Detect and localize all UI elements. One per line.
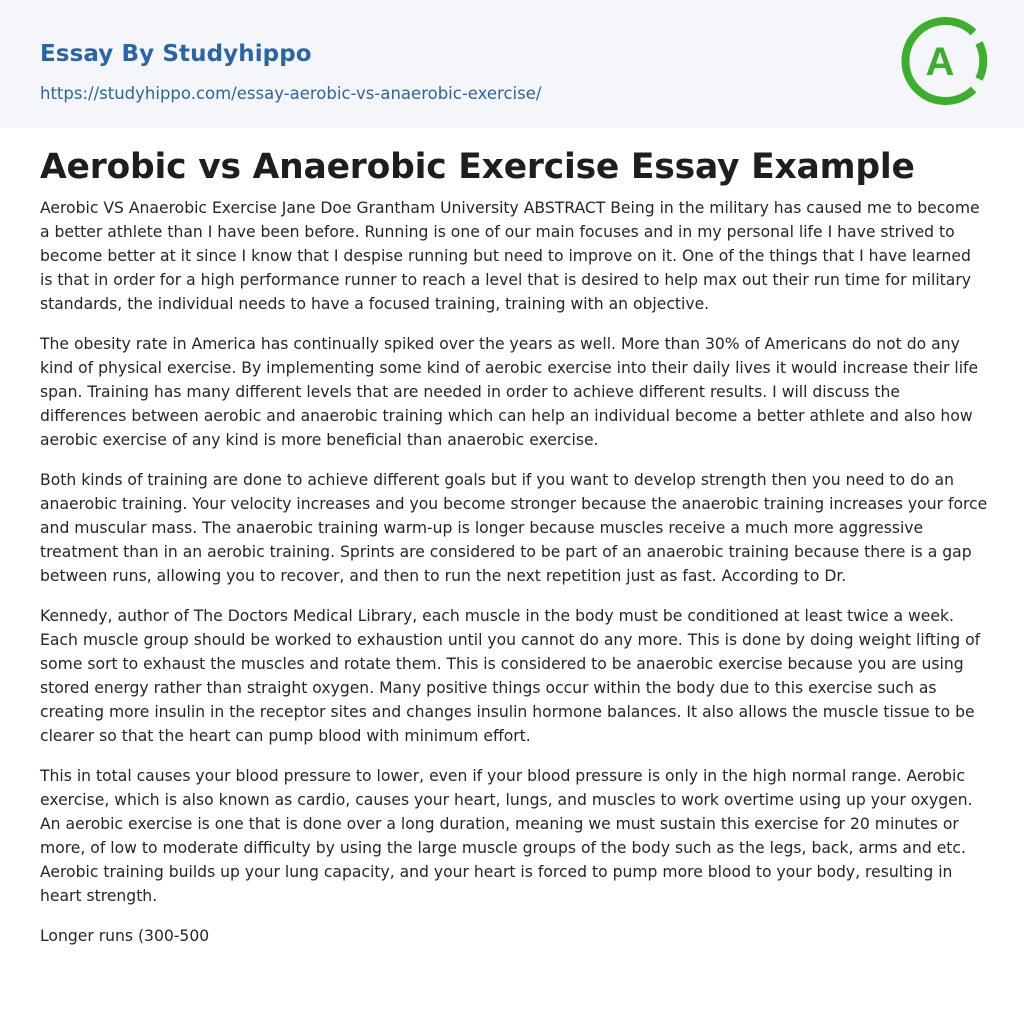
brand-title[interactable]: Essay By Studyhippo (40, 41, 312, 67)
paragraph: The obesity rate in America has continually spiked over the years as well. More than 30% of Americans do not do any kind of physical exercise. By implementing some kind of aerobic exercise into their daily lives it would increase their life span. Training has many different levels that are needed in order to achieve different results. I will discuss the differences between aerobic and anaerobic training which can help an individual become a better athlete and also how aerobic exercise of any kind is more beneficial than anaerobic exercise. (40, 335, 979, 449)
article (40, 142, 988, 964)
logo-letter: A (925, 40, 955, 84)
paragraph: This in total causes your blood pressure to lower, even if your blood pressure is only in the high normal range. Aerobic exercise, which is also known as cardio, causes your heart, lungs, and muscles to work overtime using up your oxygen. An aerobic exercise is one that is done over a long duration, meaning we must sustain this exercise for 20 minutes or more, of low to moderate difficulty by using the large muscle groups of the body such as the legs, back, arms and etc. Aerobic training builds up your lung capacity, and your heart is forced to pump more blood to your body, resulting in heart strength. (40, 767, 973, 905)
studyhippo-logo-icon[interactable] (899, 15, 991, 107)
paragraph: Aerobic VS Anaerobic Exercise Jane Doe Grantham University ABSTRACT Being in the military has caused me to become a better athlete than I have been before. Running is one of our main focuses and in my personal life I have strived to become better at it since I know that I despise running but need to improve on it. One of the things that I have learned is that in order for a high performance runner to reach a level that is desired to help max out their run time for military standards, the individual needs to have a focused training, training with an objective. (40, 199, 980, 313)
paragraph: Longer runs (300-500 (40, 927, 210, 945)
paragraph: Kennedy, author of The Doctors Medical Library, each muscle in the body must be conditioned at least twice a week. Each muscle group should be worked to exhaustion until you cannot do any more. This is done by doing weight lifting of some sort to exhaust the muscles and rotate them. This is considered to be anaerobic exercise because you are using stored energy rather than straight oxygen. Many positive things occur within the body due to this exercise such as creating more insulin in the receptor sites and changes insulin hormone balances. It also allows the muscle tissue to be clearer so that the heart can pump blood with minimum effort. (40, 607, 981, 745)
paragraph: Both kinds of training are done to achieve different goals but if you want to develop strength then you need to do an anaerobic training. Your velocity increases and you become stronger because the anaerobic training increases your force and muscular mass. The anaerobic training warm-up is longer because muscles receive a much more aggressive treatment than in an aerobic training. Sprints are considered to be part of an anaerobic training because there is a gap between runs, allowing you to recover, and then to run the next repetition just as fast. According to Dr. (40, 471, 988, 585)
page-title: Aerobic vs Anaerobic Exercise Essay Example (40, 147, 915, 187)
site-header (0, 0, 1024, 128)
source-url-link[interactable]: https://studyhippo.com/essay-aerobic-vs-anaerobic-exercise/ (40, 84, 542, 103)
